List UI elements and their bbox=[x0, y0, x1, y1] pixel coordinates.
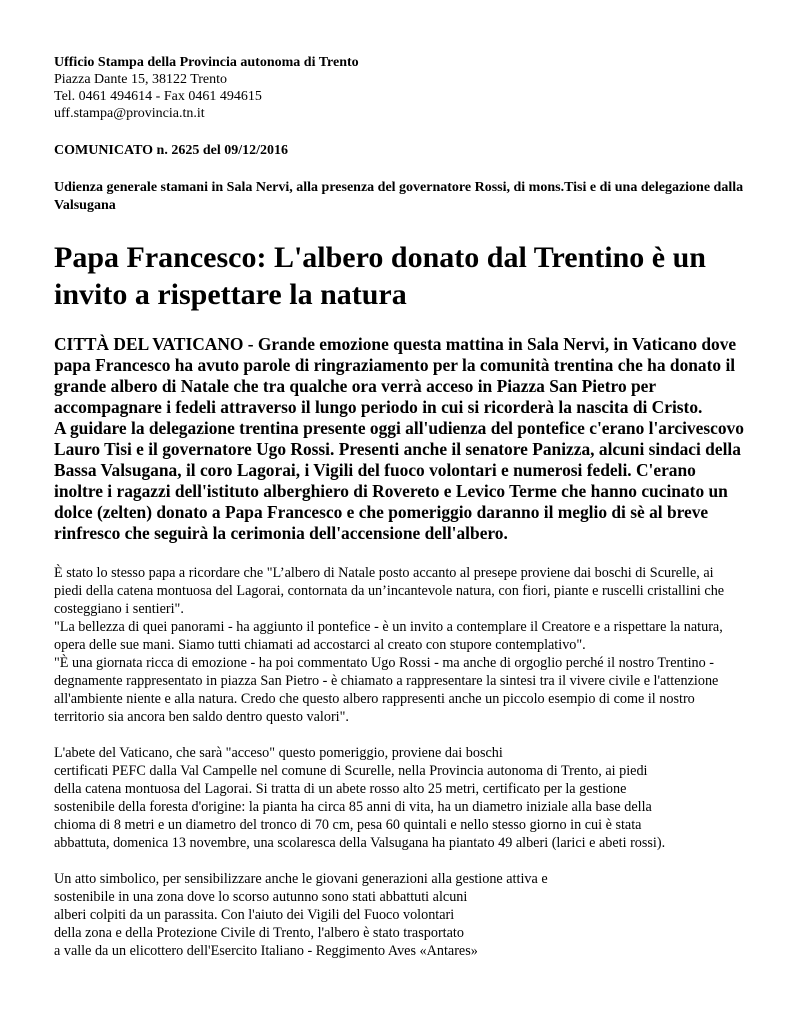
text-line: sostenibile della foresta d'origine: la pianta ha circa 85 anni di vita, ha un diametro iniziale alla base della bbox=[54, 799, 652, 815]
body-paragraph-2: "La bellezza di quei panorami - ha aggiunto il pontefice - è un invito a contemplare il Creatore e a rispettare la natura, opera delle sue mani. Siamo tutti chiamati ad accostarci al creato con stupore contemplativo". bbox=[54, 619, 723, 653]
body-paragraph-4 bbox=[54, 744, 744, 852]
lead-section bbox=[54, 334, 744, 544]
lead-paragraph-1: CITTÀ DEL VATICANO - Grande emozione questa mattina in Sala Nervi, in Vaticano dove papa Francesco ha avuto parole di ringraziamento per la comunità trentina che ha donato il grande albero di Natale che tra qualche ora verrà acceso in Piazza San Pietro per accompagnare i fedeli attraverso il lungo periodo in cui si ricorderà la nascita di Cristo. bbox=[54, 334, 737, 417]
text-line: abbattuta, domenica 13 novembre, una scolaresca della Valsugana ha piantato 49 alberi (larici e abeti rossi). bbox=[54, 835, 666, 851]
body-paragraph-5 bbox=[54, 870, 744, 960]
office-phone: Tel. 0461 494614 - Fax 0461 494615 bbox=[54, 89, 262, 104]
text-line: chioma di 8 metri e un diametro del tronco di 70 cm, pesa 60 quintali e nello stesso giorno in cui è stata bbox=[54, 817, 642, 833]
press-release-page bbox=[54, 54, 744, 960]
press-office-header bbox=[54, 54, 744, 122]
text-line: a valle da un elicottero dell'Esercito Italiano - Reggimento Aves «Antares» bbox=[54, 943, 478, 959]
lead-paragraph-2: A guidare la delegazione trentina presente oggi all'udienza del pontefice c'erano l'arcivescovo Lauro Tisi e il governatore Ugo Rossi. Presenti anche il senatore Panizza, alcuni sindaci della Bassa Valsugana, il coro Lagorai, i Vigili del fuoco volontari e numerosi fedeli. C'erano inoltre i ragazzi dell'istituto alberghiero di Rovereto e Levico Terme che hanno cucinato un dolce (zelten) donato a Papa Francesco e che pomeriggio daranno il meglio di sè al breve rinfresco che seguirà la cerimonia dell'accensione dell'albero. bbox=[54, 418, 744, 543]
subtitle: Udienza generale stamani in Sala Nervi, alla presenza del governatore Rossi, di mons.Tisi e di una delegazione dalla Valsugana bbox=[54, 180, 744, 213]
body-section bbox=[54, 564, 744, 960]
text-line: della catena montuosa del Lagorai. Si tratta di un abete rosso alto 25 metri, certificato per la gestione bbox=[54, 781, 627, 797]
text-line: certificati PEFC dalla Val Campelle nel comune di Scurelle, nella Provincia autonoma di Trento, ai piedi bbox=[54, 763, 648, 779]
page-title: Papa Francesco: L'albero donato dal Trentino è un invito a rispettare la natura bbox=[54, 241, 706, 311]
text-line: L'abete del Vaticano, che sarà "acceso" questo pomeriggio, proviene dai boschi bbox=[54, 745, 503, 761]
comunicato-number: COMUNICATO n. 2625 del 09/12/2016 bbox=[54, 143, 288, 158]
text-line: alberi colpiti da un parassita. Con l'aiuto dei Vigili del Fuoco volontari bbox=[54, 907, 455, 923]
text-line: della zona e della Protezione Civile di Trento, l'albero è stato trasportato bbox=[54, 925, 464, 941]
text-line: Un atto simbolico, per sensibilizzare anche le giovani generazioni alla gestione attiva e bbox=[54, 871, 548, 887]
office-name: Ufficio Stampa della Provincia autonoma di Trento bbox=[54, 55, 359, 70]
text-line: sostenibile in una zona dove lo scorso autunno sono stati abbattuti alcuni bbox=[54, 889, 468, 905]
body-paragraph-1: È stato lo stesso papa a ricordare che "L’albero di Natale posto accanto al presepe proviene dai boschi di Scurelle, ai piedi della catena montuosa del Lagorai, contornata da un’incantevole natura, con fiori, piante e ruscelli cristallini che costeggiano i sentieri". bbox=[54, 565, 725, 617]
office-address: Piazza Dante 15, 38122 Trento bbox=[54, 72, 228, 87]
body-paragraph-3: "È una giornata ricca di emozione - ha poi commentato Ugo Rossi - ma anche di orgoglio perché il nostro Trentino - degnamente rappresentato in piazza San Pietro - è chiamato a rappresentare la sintesi tra il vivere civile e l'attenzione all'ambiente niente e alla natura. Credo che questo albero rappresenti anche un piccolo esempio di come il nostro territorio sia ancora ben saldo dentro questo valori". bbox=[54, 655, 719, 725]
office-email: uff.stampa@provincia.tn.it bbox=[54, 106, 205, 121]
